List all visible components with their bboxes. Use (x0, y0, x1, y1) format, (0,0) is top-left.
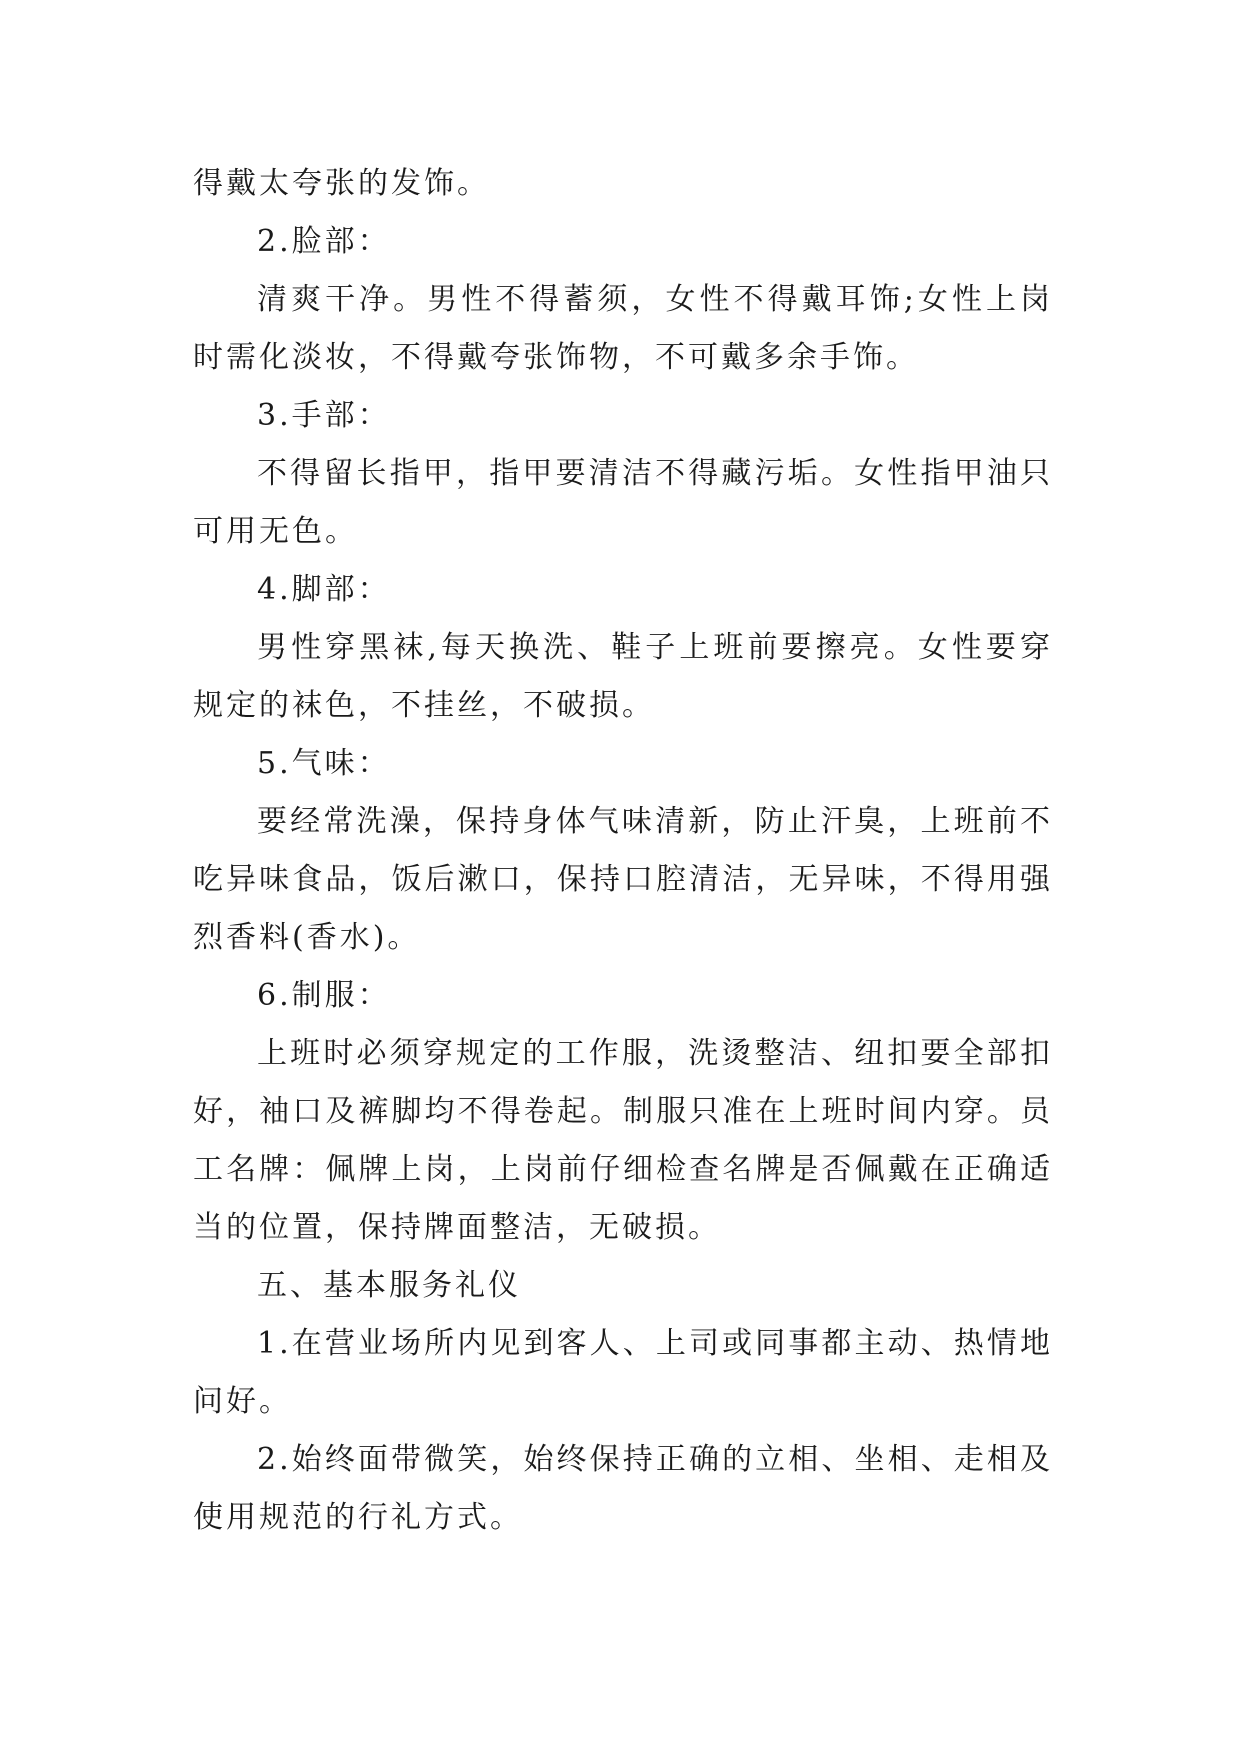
paragraph-odor: 要经常洗澡，保持身体气味清新，防止汗臭，上班前不吃异味食品，饭后漱口，保持口腔清洁，无异味，不得用强烈香料(香水)。 (193, 804, 1053, 955)
document-page (193, 155, 1053, 1547)
heading-uniform: 6.制服： (257, 978, 391, 1013)
paragraph-uniform: 上班时必须穿规定的工作服，洗烫整洁、纽扣要全部扣好，袖口及裤脚均不得卷起。制服只准在上班时间内穿。员工名牌：佩牌上岗，上岗前仔细检查名牌是否佩戴在正确适当的位置，保持牌面整洁，无破损。 (193, 1036, 1053, 1245)
section-heading-service-etiquette: 五、基本服务礼仪 (257, 1268, 521, 1303)
paragraph-feet: 男性穿黑袜,每天换洗、鞋子上班前要擦亮。女性要穿规定的袜色，不挂丝，不破损。 (193, 630, 1053, 723)
paragraph-continuation: 得戴太夸张的发饰。 (193, 166, 490, 201)
heading-feet: 4.脚部： (257, 572, 391, 607)
heading-hands: 3.手部： (257, 398, 391, 433)
paragraph-greeting: 1.在营业场所内见到客人、上司或同事都主动、热情地问好。 (193, 1326, 1053, 1419)
paragraph-hands: 不得留长指甲，指甲要清洁不得藏污垢。女性指甲油只可用无色。 (193, 456, 1053, 549)
heading-face: 2.脸部： (257, 224, 391, 259)
heading-odor: 5.气味： (257, 746, 391, 781)
paragraph-face: 清爽干净。男性不得蓄须，女性不得戴耳饰;女性上岗时需化淡妆，不得戴夸张饰物，不可戴多余手饰。 (193, 282, 1053, 375)
paragraph-smile-posture: 2.始终面带微笑，始终保持正确的立相、坐相、走相及使用规范的行礼方式。 (193, 1442, 1053, 1535)
